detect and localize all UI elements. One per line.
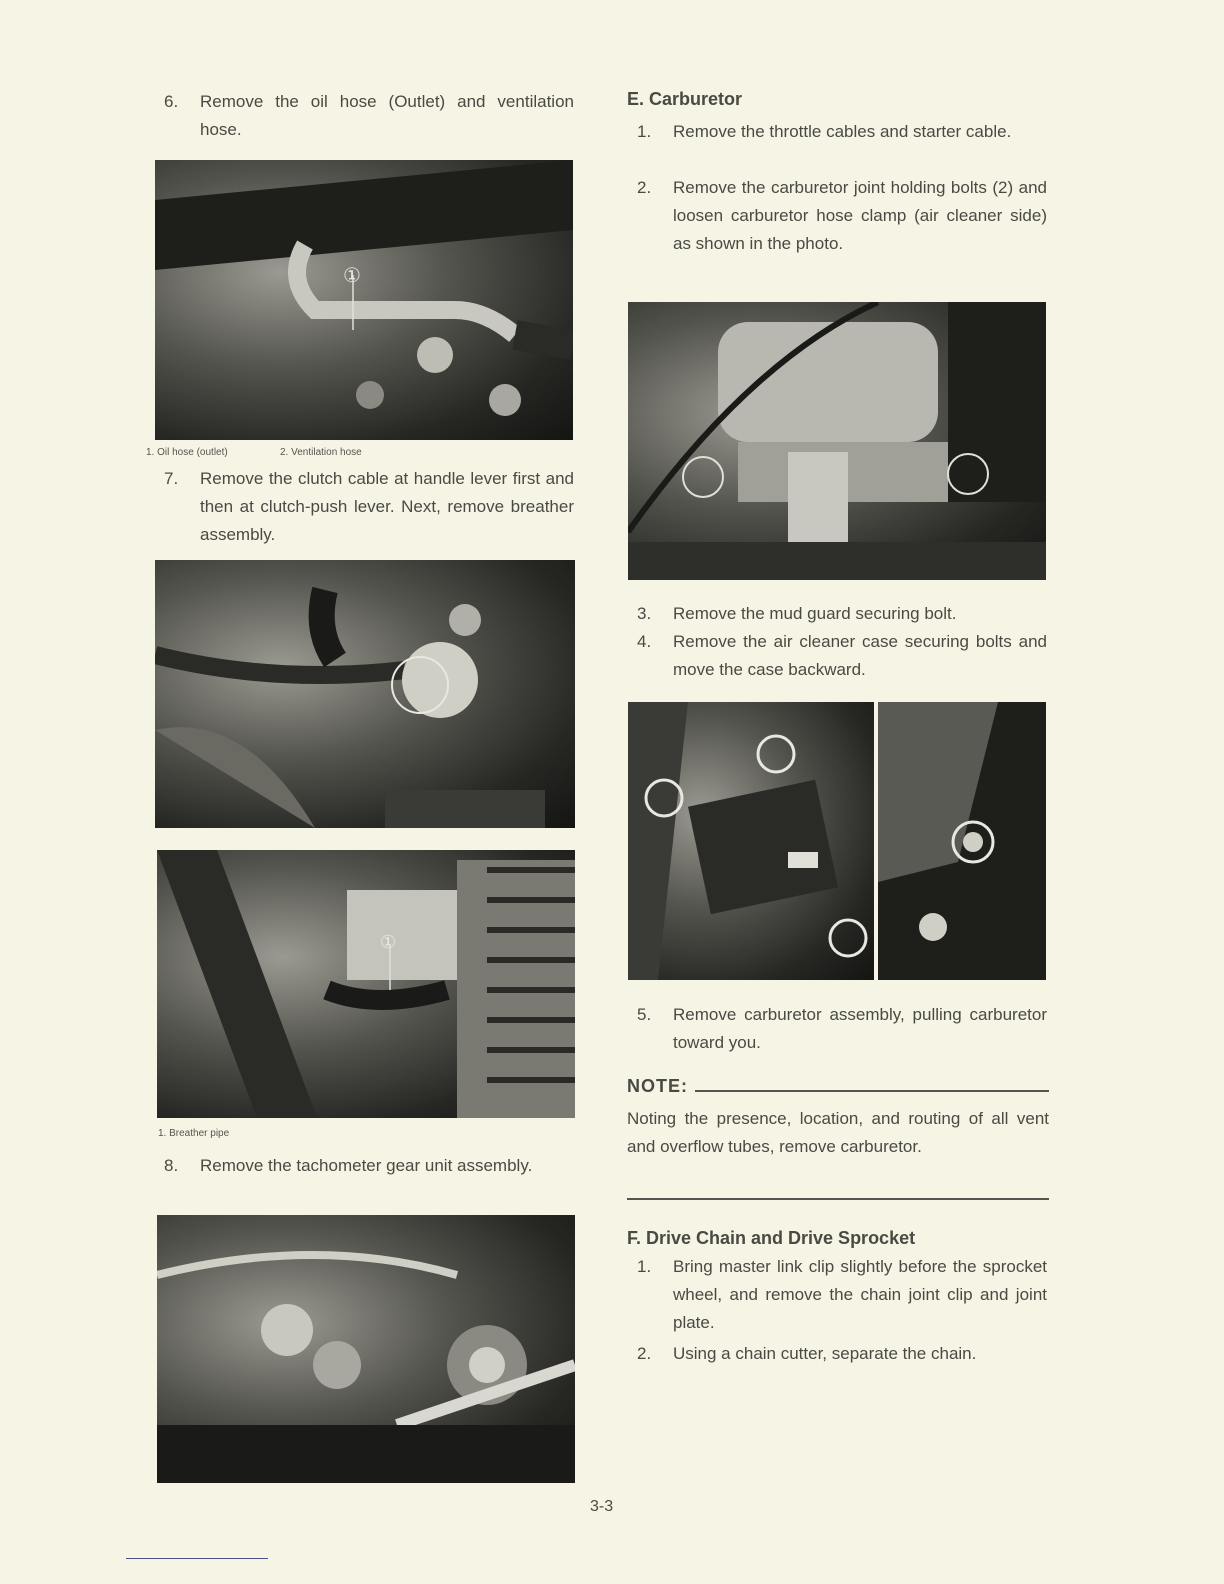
step-number: 2. xyxy=(637,1344,652,1363)
photo-air-cleaner-left xyxy=(628,702,874,980)
bottom-link-underline xyxy=(126,1558,268,1559)
step-number: 6. xyxy=(164,92,179,111)
photo-oil-hose-drawing xyxy=(155,160,573,440)
photo-carburetor xyxy=(628,302,1046,580)
photo-oil-hose xyxy=(155,160,573,440)
photo-tachometer-drawing xyxy=(157,1215,575,1483)
photo-clutch-cable-drawing xyxy=(155,560,575,828)
step-text: Remove the tachometer gear unit assembly. xyxy=(200,1156,533,1175)
section-e-heading: E. Carburetor xyxy=(627,89,743,109)
step-text: Bring master link clip slightly before the sprocket wheel, and remove the chain joint clip and joint plate. xyxy=(673,1257,1047,1332)
photo-air-cleaner-left-drawing xyxy=(628,702,874,980)
step-f2 xyxy=(637,1340,1047,1368)
step-text: Remove carburetor assembly, pulling carburetor toward you. xyxy=(673,1005,1047,1052)
photo-caption-1b: 2. Ventilation hose xyxy=(280,447,362,458)
step-number: 7. xyxy=(164,469,179,488)
step-e3 xyxy=(637,600,1047,628)
note-bottom-rule xyxy=(627,1198,1049,1200)
photo-tachometer xyxy=(157,1215,575,1483)
step-e2 xyxy=(637,174,1047,286)
note-body: Noting the presence, location, and routing of all vent and overflow tubes, remove carburetor. xyxy=(627,1109,1049,1156)
step-f1 xyxy=(637,1253,1047,1337)
step-e5 xyxy=(637,1001,1047,1057)
note-top-rule xyxy=(695,1090,1049,1092)
step-number: 1. xyxy=(637,122,652,141)
note-text xyxy=(627,1105,1049,1189)
section-f-heading: F. Drive Chain and Drive Sprocket xyxy=(627,1228,916,1248)
step-text: Using a chain cutter, separate the chain. xyxy=(673,1344,977,1363)
step-text: Remove the carburetor joint holding bolts (2) and loosen carburetor hose clamp (air cleaner side) as shown in the photo. xyxy=(673,178,1047,253)
step-6 xyxy=(164,88,576,144)
breather-marker: ① xyxy=(380,932,397,953)
step-text: Remove the mud guard securing bolt. xyxy=(673,604,957,623)
step-number: 3. xyxy=(637,604,652,623)
step-e1 xyxy=(637,118,1047,174)
step-number: 5. xyxy=(637,1005,652,1024)
photo-caption-3: 1. Breather pipe xyxy=(158,1128,230,1139)
photo-carburetor-drawing xyxy=(628,302,1046,580)
photo-caption-1a: 1. Oil hose (outlet) xyxy=(146,447,228,458)
step-number: 8. xyxy=(164,1156,179,1175)
step-8 xyxy=(164,1152,576,1208)
note-label: NOTE: xyxy=(627,1076,688,1096)
oil-hose-marker: ① xyxy=(343,263,361,287)
step-text: Remove the clutch cable at handle lever first and then at clutch-push lever. Next, remove breather assembly. xyxy=(200,469,574,544)
step-e4 xyxy=(637,628,1047,684)
photo-air-cleaner-right-drawing xyxy=(878,702,1046,980)
step-text: Remove the throttle cables and starter cable. xyxy=(673,122,1012,141)
step-text: Remove the air cleaner case securing bolts and move the case backward. xyxy=(673,632,1047,679)
step-number: 4. xyxy=(637,632,652,651)
step-number: 2. xyxy=(637,178,652,197)
step-text: Remove the oil hose (Outlet) and ventilation hose. xyxy=(200,92,574,139)
photo-clutch-cable xyxy=(155,560,575,828)
page-number: 3-3 xyxy=(590,1498,614,1515)
photo-breather-pipe-drawing xyxy=(157,850,575,1118)
photo-breather-pipe xyxy=(157,850,575,1118)
step-number: 1. xyxy=(637,1257,652,1276)
step-7 xyxy=(164,465,576,549)
photo-air-cleaner-right xyxy=(878,702,1046,980)
